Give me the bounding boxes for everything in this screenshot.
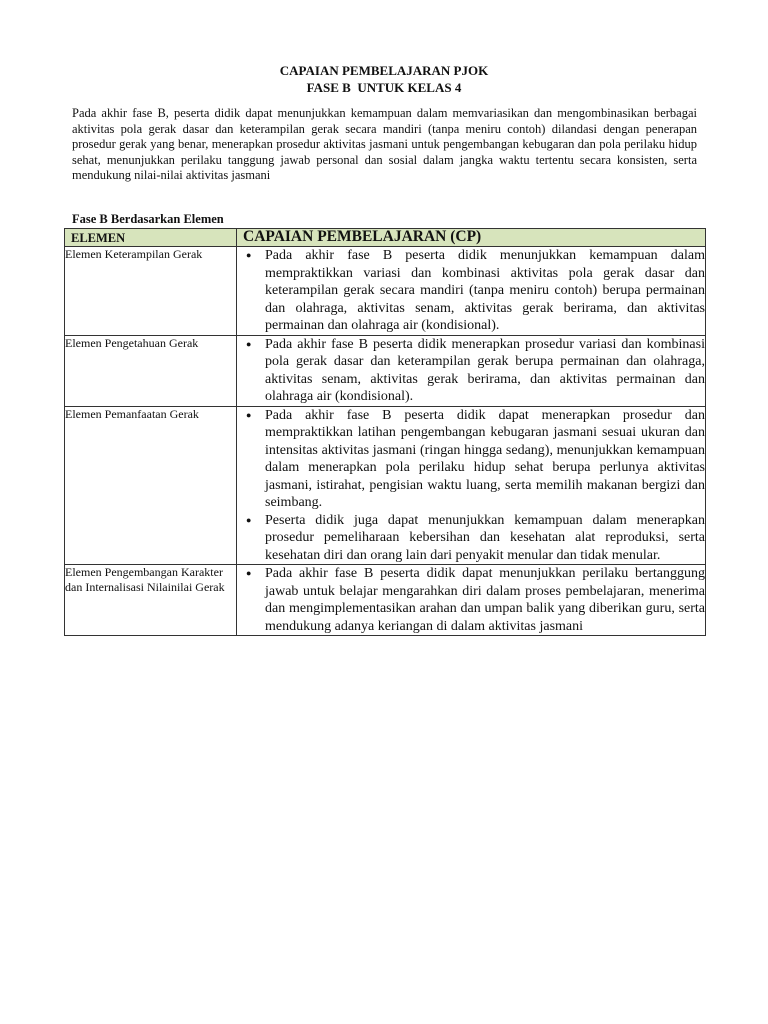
cp-text: Pada akhir fase B peserta didik menerapkan prosedur variasi dan kombinasi pola gerak dasar dan keterampilan gerak berupa permainan dan olahraga, aktivitas senam, aktivitas gerak berirama, dan aktivitas permainan dan olahraga air (kondisional). [265,336,705,404]
cp-bullet-list [237,407,705,565]
cp-bullet-item [237,247,705,335]
table-row [65,335,706,406]
title-line-2: FASE B UNTUK KELAS 4 [306,80,462,95]
cp-text: Pada akhir fase B peserta didik dapat menunjukkan perilaku bertanggung jawab untuk belajar mengarahkan diri dalam proses pembelajaran, menerima dan mengimplementasikan arahan dan umpan balik yang diberikan guru, serta mendukung adanya keriangan di dalam aktivitas jasmani [265,566,705,634]
element-name-cell: Elemen Keterampilan Gerak [65,247,237,336]
cp-text: Pada akhir fase B peserta didik menunjukkan kemampuan dalam mempraktikkan variasi dan kombinasi aktivitas pola gerak dasar dan keterampilan gerak secara mandiri (tanpa meniru contoh) berupa permainan dan olahraga, aktivitas senam, aktivitas gerak berirama, dan aktivitas permainan dan olahraga air (kondisional). [265,248,705,333]
cp-bullet-item [237,407,705,512]
table-header-row [65,229,706,247]
cp-text: Pada akhir fase B peserta didik dapat menerapkan prosedur dan mempraktikkan latihan pengembangan kebugaran jasmani sesuai ukuran dan intensitas aktivitas jasmani (ringan hingga sedang), menunjukkan kemampuan dalam menerapkan pola perilaku hidup sehat berupa perlunya aktivitas jasmani, istirahat, pengisian waktu luang, serta memilih makanan bergizi dan seimbang. [265,407,705,510]
cp-text: Peserta didik juga dapat menunjukkan kemampuan dalam menerapkan prosedur pemeliharaan kebersihan dan kesehatan alat reproduksi, serta kesehatan diri dan orang lain dari penyakit menular dan tidak menular. [265,512,705,563]
cp-cell [237,406,706,565]
cp-cell [237,565,706,636]
column-header-elemen: ELEMEN [65,229,237,247]
section-heading: Fase B Berdasarkan Elemen [72,212,224,226]
intro-paragraph: Pada akhir fase B, peserta didik dapat menunjukkan kemampuan dalam memvariasikan dan mengombinasikan berbagai aktivitas pola gerak dasar dan keterampilan gerak secara mandiri (tanpa meniru contoh) dilandasi dengan penerapan prosedur gerak yang benar, menerapkan prosedur aktivitas jasmani untuk pengembangan kebugaran dan pola perilaku hidup sehat, menunjukkan perilaku tanggung jawab personal dan sosial dalam jangka waktu tertentu secara konsisten, serta mendukung nilai-nilai aktivitas jasmani [72,106,697,182]
table-row [65,247,706,336]
table-body [65,247,706,636]
cp-bullet-list [237,247,705,335]
cp-bullet-list [237,565,705,635]
title-line-1: CAPAIAN PEMBELAJARAN PJOK [279,63,489,78]
bullet-icon: ● [246,568,252,578]
cp-bullet-item [237,565,705,635]
element-name-cell: Elemen Pengetahuan Gerak [65,335,237,406]
cp-cell [237,247,706,336]
cp-bullet-item [237,336,705,406]
element-name-cell: Elemen Pengembangan Karakter dan Internalisasi Nilainilai Gerak [65,565,237,636]
document-title [0,62,768,96]
bullet-icon: ● [246,409,252,420]
element-name-cell: Elemen Pemanfaatan Gerak [65,406,237,565]
column-header-cp: CAPAIAN PEMBELAJARAN (CP) [237,229,706,247]
bullet-icon: ● [246,338,252,349]
cp-cell [237,335,706,406]
cp-table [64,228,706,636]
table-row [65,406,706,565]
table-row [65,565,706,636]
bullet-icon: ● [246,514,252,525]
bullet-icon: ● [246,250,252,260]
cp-bullet-list [237,336,705,406]
cp-bullet-item [237,512,705,565]
